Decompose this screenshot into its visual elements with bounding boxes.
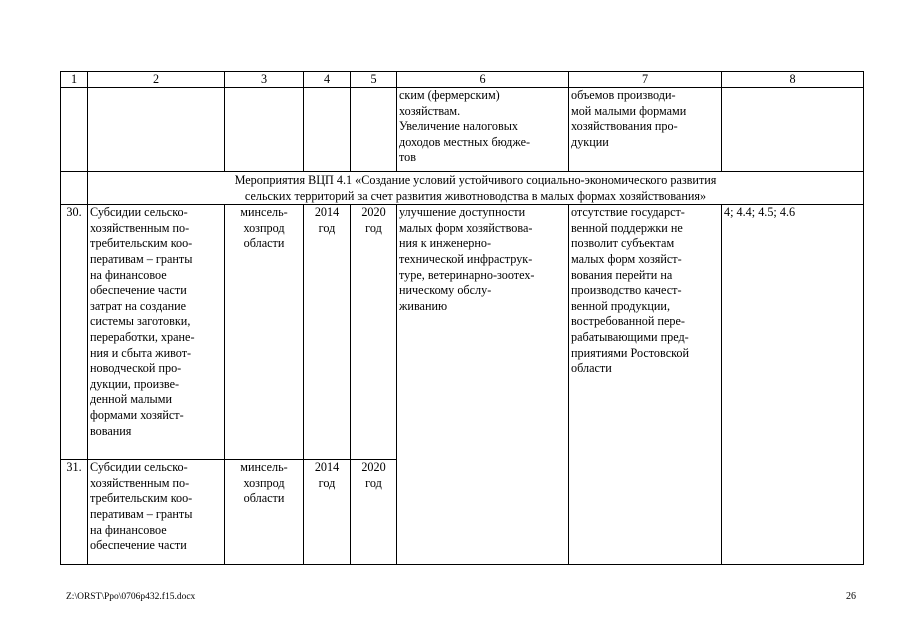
- text-line: хозяйственным по-: [90, 475, 190, 490]
- header-cell-3: 3: [225, 72, 304, 88]
- text-line: 2020: [361, 205, 386, 220]
- header-cell-8: 8: [722, 72, 864, 88]
- text-line: переработки, хране-: [90, 329, 195, 344]
- text-line: хозяйствования про-: [571, 119, 678, 134]
- text-line: ния к инженерно-: [399, 236, 492, 251]
- text-line: на финансовое: [90, 522, 167, 537]
- text-line: позволит субъектам: [571, 236, 675, 251]
- row-number: 31.: [61, 460, 88, 565]
- empty-cell: [304, 88, 351, 172]
- section-title-row: [61, 172, 864, 205]
- header-cell-2: 2: [88, 72, 225, 88]
- text-line: хозпрод: [243, 220, 285, 235]
- text-line: востребованной пере-: [571, 314, 685, 329]
- text-line: перативам – гранты: [90, 251, 193, 266]
- start-year-cell: [304, 460, 351, 565]
- text-line: требительским коо-: [90, 236, 193, 251]
- text-line: затрат на создание: [90, 298, 187, 313]
- start-year-cell: [304, 205, 351, 460]
- text-line: хозяйственным по-: [90, 220, 190, 235]
- text-line: рабатывающими пред-: [571, 329, 689, 344]
- text-line: доходов местных бюдже-: [399, 134, 531, 149]
- end-year-cell: [351, 205, 397, 460]
- text-line: ния и сбыта живот-: [90, 345, 192, 360]
- header-cell-7: 7: [569, 72, 722, 88]
- empty-cell: [225, 88, 304, 172]
- section-title-line: сельских территорий за счет развития животноводства в малых формах хозяйствования»: [244, 188, 707, 203]
- table-row-30: [61, 205, 864, 460]
- text-line: год: [365, 475, 382, 490]
- text-line: живанию: [399, 298, 448, 313]
- text-line: год: [318, 220, 336, 235]
- text-line: Увеличение налоговых: [399, 119, 519, 134]
- text-line: Субсидии сельско-: [90, 205, 188, 220]
- section-title-line: Мероприятия ВЦП 4.1 «Создание условий устойчивого социально-экономического развития: [234, 173, 717, 187]
- text-line: минсель-: [240, 460, 288, 475]
- continued-result-cell: [397, 88, 569, 172]
- header-cell-4: 4: [304, 72, 351, 88]
- text-line: мой малыми формами: [571, 103, 687, 118]
- text-line: новодческой про-: [90, 361, 182, 376]
- measure-name-cell: [88, 460, 225, 565]
- text-line: хозпрод: [243, 475, 285, 490]
- program-table: [60, 71, 864, 565]
- text-line: ническому обслу-: [399, 283, 492, 298]
- measure-name-cell: [88, 205, 225, 460]
- text-line: год: [365, 220, 382, 235]
- header-cell-1: 1: [61, 72, 88, 88]
- text-line: тов: [399, 150, 417, 165]
- text-line: туре, ветеринарно-зоотех-: [399, 267, 535, 282]
- document-path: Z:\ORST\Ppo\0706p432.f15.docx: [66, 592, 196, 602]
- empty-cell: [61, 172, 88, 205]
- header-cell-5: 5: [351, 72, 397, 88]
- text-line: Субсидии сельско-: [90, 460, 188, 475]
- row-number: 30.: [61, 205, 88, 460]
- continued-consequence-cell: [569, 88, 722, 172]
- executor-cell: [225, 460, 304, 565]
- section-title: [88, 172, 864, 205]
- text-line: улучшение доступности: [399, 205, 526, 220]
- text-line: обеспечение части: [90, 538, 187, 553]
- page-number: 26: [846, 591, 856, 602]
- text-line: 2014: [314, 460, 340, 475]
- text-line: формами хозяйст-: [90, 407, 184, 422]
- end-year-cell: [351, 460, 397, 565]
- expected-result-cell: [397, 205, 569, 565]
- text-line: области: [243, 236, 285, 251]
- text-line: хозяйствам.: [399, 103, 461, 118]
- header-row: [61, 72, 864, 88]
- text-line: ским (фермерским): [399, 88, 500, 102]
- indicators-cell: [722, 205, 864, 565]
- text-line: приятиями Ростовской: [571, 345, 690, 360]
- text-line: требительским коо-: [90, 491, 193, 506]
- text-line: вования перейти на: [571, 267, 673, 282]
- text-line: 2020: [361, 460, 386, 475]
- text-line: венной продукции,: [571, 298, 670, 313]
- text-line: отсутствие государст-: [571, 205, 685, 220]
- text-line: области: [243, 491, 285, 506]
- executor-cell: [225, 205, 304, 460]
- text-line: обеспечение части: [90, 283, 187, 298]
- text-line: дукции: [571, 134, 609, 149]
- text-line: дукции, произве-: [90, 376, 180, 391]
- text-line: производство качест-: [571, 283, 682, 298]
- text-line: области: [571, 361, 612, 376]
- empty-cell: [88, 88, 225, 172]
- text-line: год: [318, 475, 336, 490]
- text-line: системы заготовки,: [90, 314, 191, 329]
- text-line: 2014: [314, 205, 340, 220]
- consequence-cell: [569, 205, 722, 565]
- text-line: венной поддержки не: [571, 220, 683, 235]
- text-line: минсель-: [240, 205, 288, 220]
- text-line: малых форм хозяйствова-: [399, 220, 533, 235]
- empty-cell: [722, 88, 864, 172]
- text-line: перативам – гранты: [90, 506, 193, 521]
- continued-row: [61, 88, 864, 172]
- text-line: денной малыми: [90, 392, 172, 407]
- text-line: малых форм хозяйст-: [571, 251, 682, 266]
- text-line: на финансовое: [90, 267, 167, 282]
- text-line: объемов производи-: [571, 88, 676, 102]
- empty-cell: [351, 88, 397, 172]
- empty-cell: [61, 88, 88, 172]
- text-line: вования: [90, 423, 132, 438]
- text-line: технической инфраструк-: [399, 251, 533, 266]
- header-cell-6: 6: [397, 72, 569, 88]
- text-line: 4; 4.4; 4.5; 4.6: [724, 205, 796, 220]
